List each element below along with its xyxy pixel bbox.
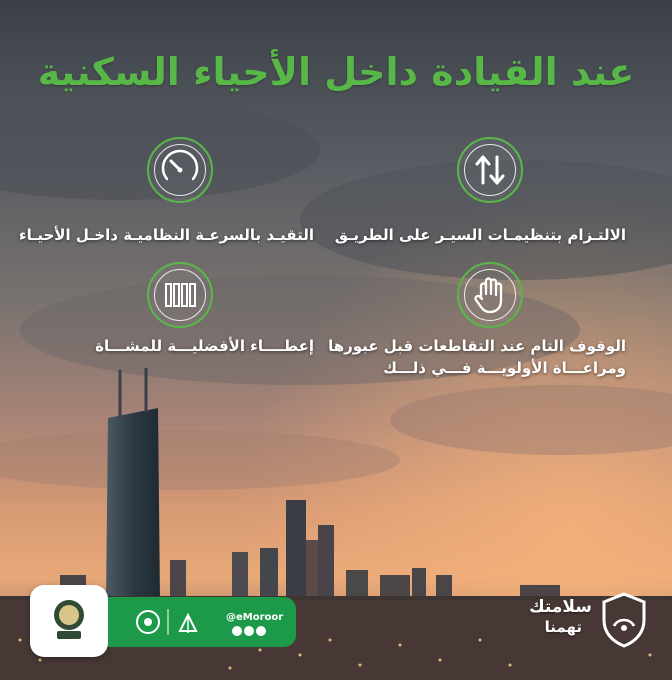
item-caption-speed-limit: التقيـد بالسرعـة النظاميـة داخـل الأحيـاء — [18, 226, 314, 244]
government-logos-icon — [108, 597, 218, 647]
twitter-handle[interactable]: @eMoroor — [226, 612, 284, 623]
youtube-icon[interactable] — [256, 626, 266, 636]
traffic-police-emblem-icon — [30, 585, 108, 657]
hand-stop-icon — [457, 262, 523, 328]
page-title: عند القيادة داخل الأحياء السكنية — [37, 50, 635, 94]
crosswalk-icon — [147, 262, 213, 328]
twitter-icon[interactable] — [232, 626, 242, 636]
item-caption-full-stop-line2: ومراعـــاة الأولويـــة فـــي ذلـــك — [383, 359, 626, 377]
brand-line2: تهمنا — [544, 618, 582, 636]
brand-line1: سلامتك — [529, 597, 592, 617]
facebook-icon[interactable] — [244, 626, 254, 636]
item-caption-pedestrian-priority: إعطــــاء الأفضليـــة للمشـــاة — [95, 337, 314, 355]
speedometer-icon — [147, 137, 213, 203]
moroor-emblem-card — [30, 585, 108, 657]
item-caption-full-stop-line1: الوقوف التام عند التقاطعات قبل عبورها — [328, 337, 626, 355]
arrows-up-down-icon — [457, 137, 523, 203]
brand-shield-icon — [600, 592, 648, 648]
item-caption-road-rules: الالتـزام بتنظيمـات السيـر على الطريـق — [334, 226, 626, 244]
